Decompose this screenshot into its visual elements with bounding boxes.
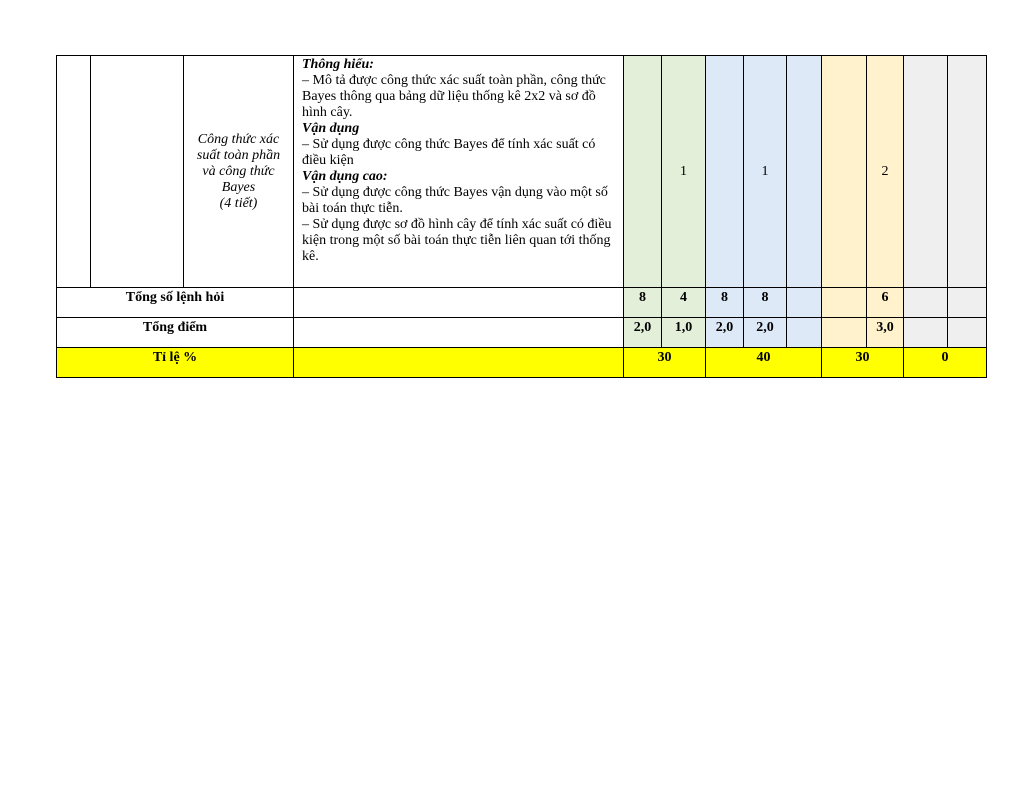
- points-cell: 2,0: [744, 318, 787, 348]
- points-cell: 2,0: [624, 318, 662, 348]
- topic-line: Bayes: [221, 179, 256, 195]
- points-cell: [787, 318, 822, 348]
- total-cell: 4: [662, 288, 706, 318]
- ratio-cell: 30: [822, 348, 904, 378]
- topic-cell: [184, 56, 294, 288]
- topic-line: (4 tiết): [219, 195, 258, 211]
- level-heading-apply: Vận dụng: [302, 121, 360, 136]
- empty-cell: [294, 348, 624, 378]
- count-cell: 2: [867, 56, 904, 288]
- count-cell: [948, 56, 987, 288]
- requirement-item: – Sử dụng được công thức Bayes để tính xác suất có điều kiện: [302, 137, 596, 168]
- points-cell: 2,0: [706, 318, 744, 348]
- total-cell: 6: [867, 288, 904, 318]
- ratio-cell: 40: [706, 348, 822, 378]
- empty-cell: [294, 318, 624, 348]
- level-heading-advanced: Vận dụng cao:: [302, 169, 388, 184]
- topic-line: và công thức: [202, 163, 275, 179]
- points-cell: [822, 318, 867, 348]
- count-cell: [787, 56, 822, 288]
- points-cell: 1,0: [662, 318, 706, 348]
- requirement-item: – Sử dụng được công thức Bayes vận dụng vào một số bài toán thực tiễn.: [302, 185, 608, 216]
- count-cell: [822, 56, 867, 288]
- points-cell: [948, 318, 987, 348]
- total-cell: 8: [624, 288, 662, 318]
- count-cell: [624, 56, 662, 288]
- total-cell: [787, 288, 822, 318]
- ratio-row: [57, 348, 987, 378]
- requirement-item: – Sử dụng được sơ đồ hình cây để tính xác suất có điều kiện trong một số bài toán thực tiễn liên quan tới thống kê.: [302, 217, 612, 264]
- count-cell: [706, 56, 744, 288]
- exam-matrix-table: [56, 55, 987, 378]
- total-questions-row: [57, 288, 987, 318]
- level-heading-understand: Thông hiểu:: [302, 57, 374, 72]
- chapter-cell: [91, 56, 184, 288]
- ratio-cell: 30: [624, 348, 706, 378]
- total-cell: 8: [706, 288, 744, 318]
- points-cell: [904, 318, 948, 348]
- topic-row: [57, 56, 987, 288]
- points-cell: 3,0: [867, 318, 904, 348]
- total-cell: 8: [744, 288, 787, 318]
- ratio-label: Tỉ lệ %: [57, 348, 294, 378]
- total-questions-label: Tổng số lệnh hỏi: [57, 288, 294, 318]
- total-cell: [904, 288, 948, 318]
- topic-line: suất toàn phần: [196, 147, 281, 163]
- total-cell: [822, 288, 867, 318]
- total-cell: [948, 288, 987, 318]
- empty-cell: [294, 288, 624, 318]
- count-cell: 1: [744, 56, 787, 288]
- total-points-row: [57, 318, 987, 348]
- count-cell: 1: [662, 56, 706, 288]
- requirement-item: – Mô tả được công thức xác suất toàn phần, công thức Bayes thông qua bảng dữ liệu thống kê 2x2 và sơ đồ hình cây.: [302, 73, 606, 120]
- requirements-cell: [294, 56, 624, 288]
- count-cell: [904, 56, 948, 288]
- ratio-cell: 0: [904, 348, 987, 378]
- index-cell: [57, 56, 91, 288]
- matrix-sheet: [56, 55, 987, 378]
- total-points-label: Tổng điểm: [57, 318, 294, 348]
- topic-line: Công thức xác: [197, 131, 280, 147]
